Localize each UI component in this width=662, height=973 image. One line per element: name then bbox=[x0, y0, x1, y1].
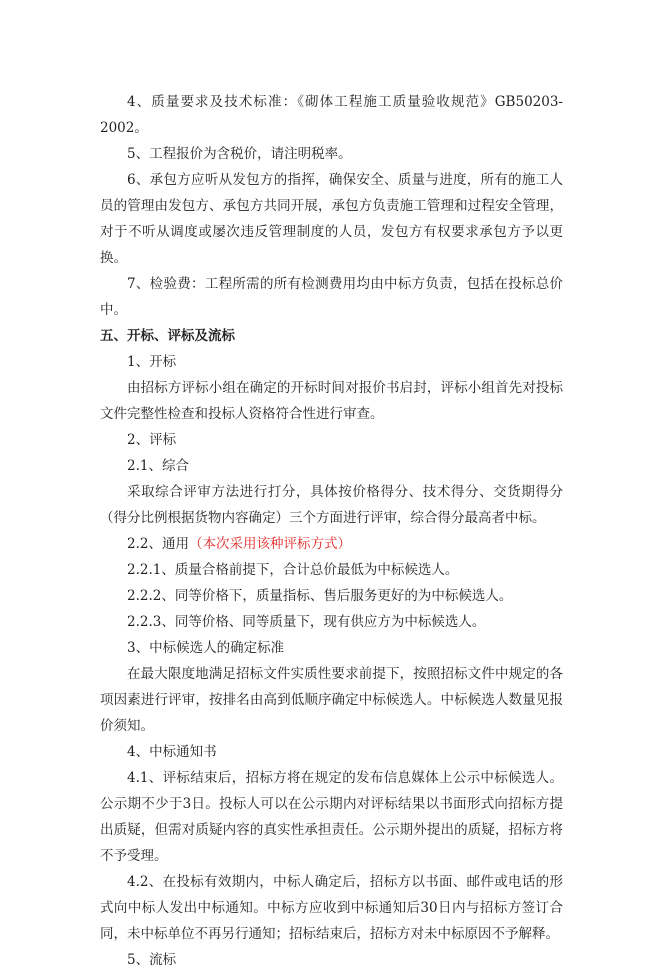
paragraph-quality-standard: 4、质量要求及技术标准：《砌体工程施工质量验收规范》GB50203-2002。 bbox=[100, 94, 563, 136]
subheading-bid-opening: 1、开标 bbox=[127, 354, 177, 370]
paragraph-4-1: 4.1、评标结束后，招标方将在规定的发布信息媒体上公示中标候选人。公示期不少于3日。投标人可以在公示期内对评标结果以书面形式向招标方提出质疑，但需对质疑内容的真实性承担责任。公示期外提出的质疑，招标方将不予受理。 bbox=[100, 770, 563, 864]
subheading-award-notice: 4、中标通知书 bbox=[127, 744, 217, 760]
paragraph-candidate-criteria: 在最大限度地满足招标文件实质性要求前提下，按照招标文件中规定的各项因素进行评审，按排名由高到低顺序确定中标候选人。中标候选人数量见报价须知。 bbox=[100, 666, 563, 734]
method-note: （本次采用该种评标方式） bbox=[188, 536, 351, 552]
paragraph-2-2-2: 2.2.2、同等价格下，质量指标、售后服务更好的为中标候选人。 bbox=[127, 588, 513, 604]
subheading-candidate-criteria: 3、中标候选人的确定标准 bbox=[127, 640, 285, 656]
paragraph-inspection-fee: 7、检验费：工程所需的所有检测费用均由中标方负责，包括在投标总价中。 bbox=[100, 276, 563, 318]
paragraph-2-2-3: 2.2.3、同等价格、同等质量下，现有供应方为中标候选人。 bbox=[127, 614, 486, 630]
paragraph-comprehensive: 采取综合评审方法进行打分，具体按价格得分、技术得分、交货期得分（得分比例根据货物内容确定）三个方面进行评审，综合得分最高者中标。 bbox=[100, 484, 563, 526]
general-label: 2.2、通用 bbox=[127, 536, 189, 552]
section-heading-5: 五、开标、评标及流标 bbox=[100, 328, 235, 344]
subheading-failed-bid: 5、流标 bbox=[127, 952, 177, 968]
paragraph-contractor-duties: 6、承包方应听从发包方的指挥，确保安全、质量与进度，所有的施工人员的管理由发包方、承包方共同开展，承包方负责施工管理和过程安全管理，对于不听从调度或屡次违反管理制度的人员，发包方有权要求承包方予以更换。 bbox=[100, 172, 563, 266]
paragraph-tax: 5、工程报价为含税价，请注明税率。 bbox=[127, 146, 352, 162]
document-page bbox=[100, 89, 563, 973]
subheading-general bbox=[100, 531, 563, 557]
paragraph-4-2: 4.2、在投标有效期内，中标人确定后，招标方以书面、邮件或电话的形式向中标人发出中标通知。中标方应收到中标通知后30日内与招标方签订合同，未中标单位不再另行通知；招标结束后，招标方对未中标原因不予解释。 bbox=[100, 874, 563, 942]
subheading-evaluation: 2、评标 bbox=[127, 432, 177, 448]
paragraph-2-2-1: 2.2.1、质量合格前提下，合计总价最低为中标候选人。 bbox=[127, 562, 459, 578]
paragraph-bid-opening: 由招标方评标小组在确定的开标时间对报价书启封，评标小组首先对投标文件完整性检查和投标人资格符合性进行审查。 bbox=[100, 380, 563, 422]
subheading-comprehensive: 2.1、综合 bbox=[127, 458, 189, 474]
